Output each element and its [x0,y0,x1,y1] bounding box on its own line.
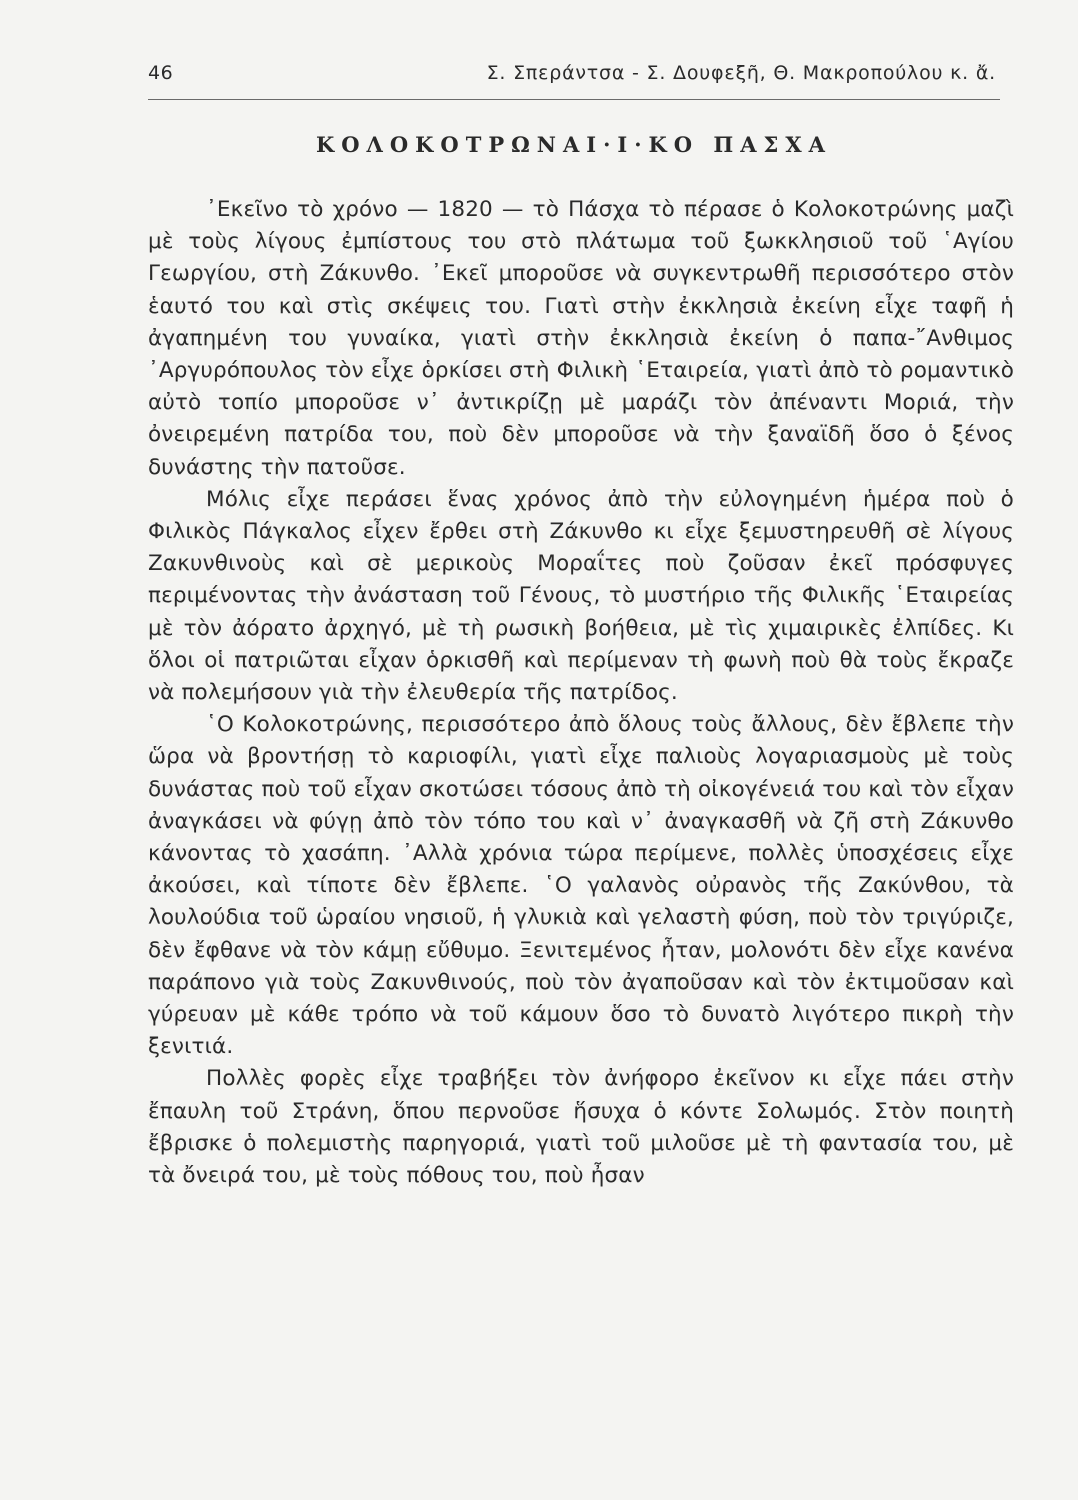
running-head: Σ. Σπεράντσα - Σ. Δουφεξῆ, Θ. Μακροπούλου κ. ἄ. [486,62,996,84]
paragraph: ῾Ο Κολοκοτρώνης, περισσότερο ἀπὸ ὅλους τοὺς ἄλλους, δὲν ἔβλεπε τὴν ὥρα νὰ βροντήσῃ τὸ καριοφίλι, γιατὶ εἶχε παλιοὺς λογαριασμοὺς μὲ τοὺς δυνάστας ποὺ τοῦ εἶχαν σκοτώσει τόσους ἀπὸ τὴ οἰκογένειά του καὶ τὸν εἶχαν ἀναγκάσει νὰ φύγῃ ἀπὸ τὸν τόπο του καὶ ν᾿ ἀναγκασθῆ νὰ ζῆ στὴ Ζάκυνθο κάνοντας τὸ χασάπη. ᾿Αλλὰ χρόνια τώρα περίμενε, πολλὲς ὑποσχέσεις εἶχε ἀκούσει, καὶ τίποτε δὲν ἔβλεπε. ῾Ο γαλανὸς οὐρανὸς τῆς Ζακύνθου, τὰ λουλούδια τοῦ ὡραίου νησιοῦ, ἡ γλυκιὰ καὶ γελαστὴ φύση, ποὺ τὸν τριγύριζε, δὲν ἔφθανε νὰ τὸν κάμῃ εὔθυμο. Ξενιτεμένος ἦταν, μολονότι δὲν εἶχε κανένα παράπονο γιὰ τοὺς Ζακυνθινούς, ποὺ τὸν ἀγαποῦσαν καὶ τὸν ἐκτιμοῦσαν καὶ γύρευαν μὲ κάθε τρόπο νὰ τοῦ κάμουν ὅσο τὸ δυνατὸ λιγότερο πικρὴ τὴν ξενιτιά. [148,712,1014,1060]
article-body [148,194,1014,1192]
paragraph: ᾿Εκεῖνο τὸ χρόνο — 1820 — τὸ Πάσχα τὸ πέρασε ὁ Κολοκοτρώνης μαζὶ μὲ τοὺς λίγους ἐμπίστους του στὸ πλάτωμα τοῦ ξωκκλησιοῦ τοῦ ῾Αγίου Γεωργίου, στὴ Ζάκυνθο. ᾿Εκεῖ μποροῦσε νὰ συγκεντρωθῆ περισσότερο στὸν ἑαυτό του καὶ στὶς σκέψεις του. Γιατὶ στὴν ἐκκλησιὰ ἐκείνη εἶχε ταφῆ ἡ ἀγαπημένη του γυναίκα, γιατὶ στὴν ἐκκλησιὰ ἐκείνη ὁ παπα-῎Ανθιμος ᾿Αργυρόπουλος τὸν εἶχε ὁρκίσει στὴ Φιλικὴ ῾Εταιρεία, γιατὶ ἀπὸ τὸ ρομαντικὸ αὐτὸ τοπίο μποροῦσε ν᾿ ἀντικρίζῃ μὲ μαράζι τὸν ἀπέναντι Μοριά, τὴν ὀνειρεμένη πατρίδα του, ποὺ δὲν μποροῦσε νὰ τὴν ξαναϊδῆ ὅσο ὁ ξένος δυνάστης τὴν πατοῦσε. [148,197,1014,480]
page-header [148,62,1000,98]
article-title: ΚΟΛΟΚΟΤΡΩΝΑΙ·Ι·ΚΟ ΠΑΣΧΑ [316,132,832,157]
page-number: 46 [148,62,174,84]
paragraph: Μόλις εἶχε περάσει ἕνας χρόνος ἀπὸ τὴν εὐλογημένη ἡμέρα ποὺ ὁ Φιλικὸς Πάγκαλος εἶχεν ἔρθει στὴ Ζάκυνθο κι εἶχε ξεμυστηρευθῆ σὲ λίγους Ζακυνθινοὺς καὶ σὲ μερικοὺς Μοραΐτες ποὺ ζοῦσαν ἐκεῖ πρόσφυγες περιμένοντας τὴν ἀνάσταση τοῦ Γένους, τὸ μυστήριο τῆς Φιλικῆς ῾Εταιρείας μὲ τὸν ἀόρατο ἀρχηγό, μὲ τὴ ρωσικὴ βοήθεια, μὲ τὶς χιμαιρικὲς ἐλπίδες. Κι ὅλοι οἱ πατριῶται εἶχαν ὁρκισθῆ καὶ περίμεναν τὴ φωνὴ ποὺ θὰ τοὺς ἔκραζε νὰ πολεμήσουν γιὰ τὴν ἐλευθερία τῆς πατρίδος. [148,486,1014,706]
paragraph: Πολλὲς φορὲς εἶχε τραβήξει τὸν ἀνήφορο ἐκεῖνον κι εἶχε πάει στὴν ἔπαυλη τοῦ Στράνη, ὅπου περνοῦσε ἥσυχα ὁ κόντε Σολωμός. Στὸν ποιητὴ ἔβρισκε ὁ πολεμιστὴς παρηγοριά, γιατὶ τοῦ μιλοῦσε μὲ τὴ φαντασία του, μὲ τὰ ὄνειρά του, μὲ τοὺς πόθους του, ποὺ ἦσαν [148,1066,1014,1189]
header-rule [148,99,1000,100]
